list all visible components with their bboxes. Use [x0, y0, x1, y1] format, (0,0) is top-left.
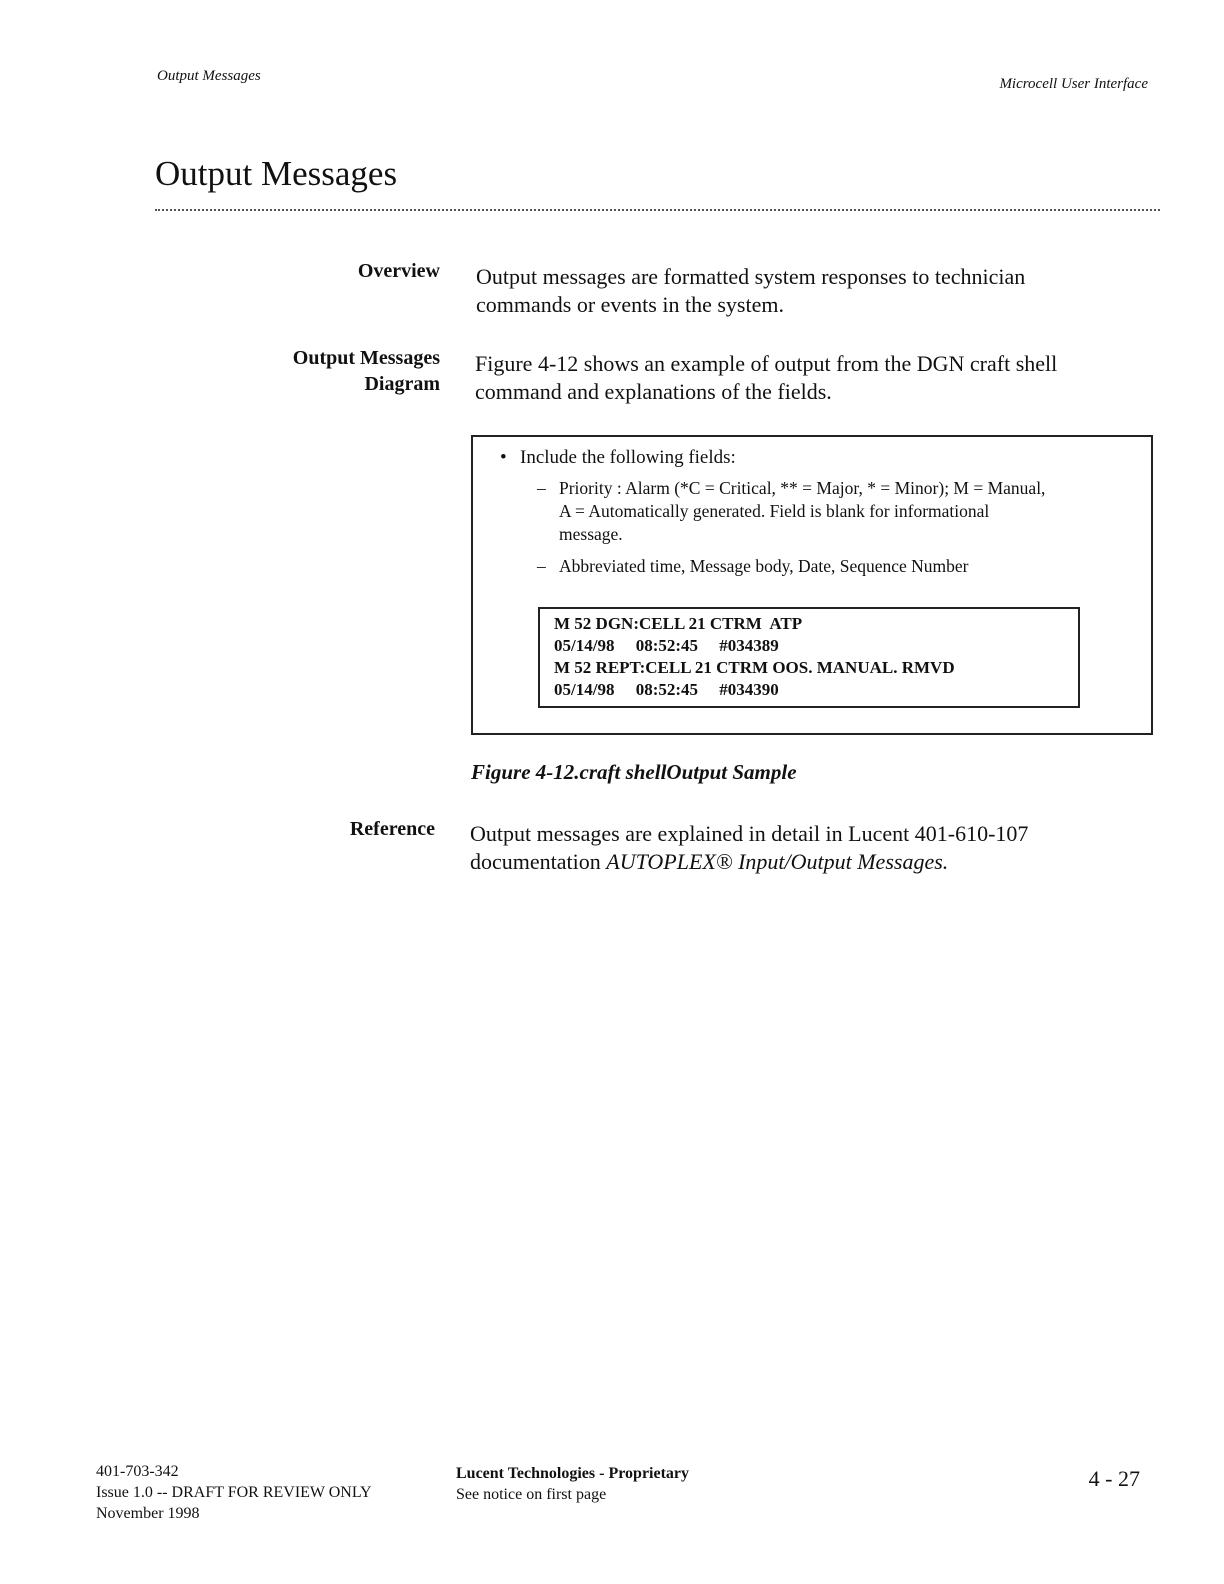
dash-icon: – [537, 478, 546, 498]
reference-line-2-plain: documentation [470, 849, 607, 874]
overview-heading: Overview [357, 260, 440, 282]
other-fields-line: Abbreviated time, Message body, Date, Sequence Number [559, 556, 969, 576]
bullet-icon: • [500, 447, 507, 468]
footer-left [96, 1461, 372, 1524]
footer-date: November 1998 [96, 1505, 200, 1522]
overview-line-2: commands or events in the system. [476, 292, 784, 317]
diagram-heading-line-2: Diagram [364, 373, 440, 395]
dash-icon: – [537, 556, 546, 576]
figure-bullet-item [500, 446, 736, 470]
footer-issue: Issue 1.0 -- DRAFT FOR REVIEW ONLY [96, 1484, 372, 1501]
reference-body [470, 820, 1028, 876]
priority-line-2: A = Automatically generated. Field is blank for informational [559, 501, 990, 521]
diagram-line-2: command and explanations of the fields. [475, 379, 832, 404]
running-header-left: Output Messages [157, 68, 261, 84]
reference-heading: Reference [349, 818, 435, 840]
diagram-heading [140, 345, 440, 397]
footer-proprietary: Lucent Technologies - Proprietary [456, 1465, 690, 1482]
terminal-line-2: 05/14/98 08:52:45 #034389 [554, 636, 779, 655]
overview-body [476, 263, 1025, 319]
field-description-other [537, 555, 1159, 578]
reference-line-2 [470, 848, 1028, 876]
terminal-line-1: M 52 DGN:CELL 21 CTRM ATP [554, 614, 803, 633]
reference-line-1: Output messages are explained in detail in Lucent 401-610-107 [470, 821, 1029, 846]
title-divider [155, 209, 1160, 211]
running-header-right: Microcell User Interface [999, 76, 1148, 92]
figure-bullet-text: Include the following fields: [520, 447, 736, 468]
overview-line-1: Output messages are formatted system responses to technician [476, 264, 1026, 289]
footer-doc-number: 401-703-342 [96, 1463, 179, 1480]
terminal-line-4: 05/14/98 08:52:45 #034390 [554, 680, 779, 699]
terminal-line-3: M 52 REPT:CELL 21 CTRM OOS. MANUAL. RMVD [554, 658, 955, 677]
page-title: Output Messages [155, 154, 398, 193]
priority-line-3: message. [559, 524, 623, 544]
diagram-heading-line-1: Output Messages [292, 347, 440, 369]
terminal-output-sample [538, 607, 1080, 708]
page-number: 4 - 27 [1088, 1466, 1140, 1491]
footer-notice: See notice on first page [456, 1486, 607, 1503]
footer-center [456, 1463, 689, 1505]
priority-line-1: Priority : Alarm (*C = Critical, ** = Major, * = Minor); M = Manual, [559, 478, 1046, 498]
diagram-body [475, 350, 1057, 406]
diagram-line-1: Figure 4-12 shows an example of output from the DGN craft shell [475, 351, 1058, 376]
reference-doc-title: AUTOPLEX® Input/Output Messages. [606, 849, 949, 874]
figure-caption: Figure 4-12.craft shellOutput Sample [471, 760, 797, 784]
field-description-priority [537, 477, 1159, 546]
